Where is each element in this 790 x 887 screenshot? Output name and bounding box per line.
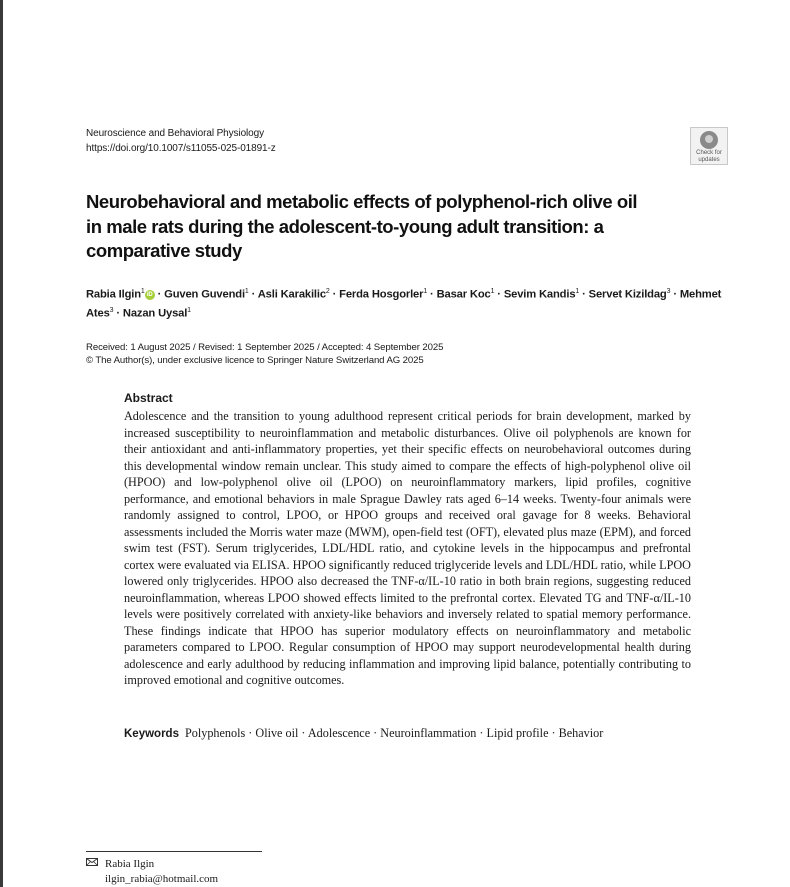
author-affiliation: 1 <box>575 288 580 295</box>
copyright-line: © The Author(s), under exclusive licence to Springer Nature Switzerland AG 2025 <box>86 355 424 366</box>
author-separator: · <box>427 288 437 301</box>
author-separator: · <box>579 288 589 301</box>
author-name[interactable]: Servet Kizildag <box>588 288 667 301</box>
author-affiliation: 1 <box>423 288 428 295</box>
author-name[interactable]: Nazan Uysal <box>122 307 188 320</box>
author-separator: · <box>113 307 123 320</box>
check-for-updates-badge[interactable] <box>690 127 728 165</box>
author-affiliation: 2 <box>325 288 330 295</box>
author-separator: · <box>248 288 258 301</box>
author-affiliation: 1 <box>187 306 191 314</box>
doi-link[interactable]: https://doi.org/10.1007/s11055-025-01891-z <box>86 143 276 154</box>
author-separator: · <box>670 288 680 301</box>
author-list <box>86 284 746 321</box>
author-separator: · <box>494 288 504 301</box>
author-affiliation: 3 <box>109 306 114 314</box>
keywords-line <box>124 725 603 742</box>
author-affiliation: 1 <box>490 288 495 295</box>
paper-title: Neurobehavioral and metabolic effects of polyphenol-rich olive oil in male rats during the adolescent-to-young adult transition: a comparative study <box>86 191 638 261</box>
orcid-icon[interactable]: iD <box>145 290 155 300</box>
corresponding-email[interactable]: ilgin_rabia@hotmail.com <box>105 872 219 885</box>
author-name[interactable]: Basar Koc <box>436 288 491 301</box>
keywords-list: Polyphenols · Olive oil · Adolescence · Neuroinflammation · Lipid profile · Behavior <box>184 726 604 740</box>
history-dates: Received: 1 August 2025 / Revised: 1 September 2025 / Accepted: 4 September 2025 <box>86 342 444 353</box>
abstract-heading: Abstract <box>124 391 173 405</box>
author-name[interactable]: Ferda Hosgorler <box>339 288 424 301</box>
author-name[interactable]: Mehmet Ates <box>86 288 722 320</box>
update-icon <box>700 131 718 149</box>
envelope-icon <box>86 858 98 866</box>
author-name[interactable]: Rabia Ilgin <box>86 288 141 301</box>
footnote-divider <box>86 851 262 852</box>
author-name[interactable]: Asli Karakilic <box>257 288 326 301</box>
author-name[interactable]: Sevim Kandis <box>503 288 576 301</box>
page-edge <box>0 0 3 887</box>
abstract-text: Adolescence and the transition to young adulthood represent critical periods for brain development, marked by increased susceptibility to neuroinflammation and metabolic disturbances. Olive oil polyphenols are known for their antioxidant and anti-inflammatory properties, yet their specific effects on neurobehavioral outcomes during this developmental window remain unclear. This study aimed to compare the effects of high-polyphenol olive oil (HPOO) and low-polyphenol olive oil (LPOO) on neuroinflammatory markers, lipid profiles, cognitive performance, and emotional behaviors in male Sprague Dawley rats aged 6–14 weeks. Twenty-four animals were randomly assigned to control, LPOO, or HPOO groups and received oral gavage for 8 weeks. Behavioral assessments included the Morris water maze (MWM), open-field test (OFT), elevated plus maze (EPM), and forced swim test (FST). Serum triglycerides, LDL/HDL ratio, and cytokine levels in the hippocampus and prefrontal cortex were evaluated via ELISA. HPOO significantly reduced triglyceride levels and LDL/HDL ratio, while LPOO lowered only triglycerides. HPOO also decreased the TNF-α/IL-10 ratio in both brain regions, suggesting reduced neuroinflammation, whereas LPOO showed effects limited to the prefrontal cortex. Elevated TG and TNF-α/IL-10 levels were positively correlated with anxiety-like behaviors and inversely related to spatial memory performance. These findings indicate that HPOO has superior modulatory effects on neuroinflammatory and metabolic parameters compared to LPOO. Regular consumption of HPOO may support neurodevelopmental health during adolescence and early adulthood by reducing inflammation and improving lipid balance, potentially contributing to improved emotional and cognitive outcomes. <box>124 409 691 687</box>
journal-name: Neuroscience and Behavioral Physiology <box>86 128 264 139</box>
keywords-label: Keywords <box>124 728 179 740</box>
journal-header <box>86 126 276 156</box>
badge-line2: updates <box>698 157 720 163</box>
author-affiliation: 1 <box>244 288 249 295</box>
badge-line1: Check for <box>696 150 722 156</box>
author-separator: · <box>154 288 165 301</box>
author-affiliation: 3 <box>666 288 671 295</box>
author-affiliation: 1 <box>140 288 145 295</box>
corresponding-author: Rabia Ilgin <box>105 858 155 870</box>
author-name[interactable]: Guven Guvendi <box>164 288 245 301</box>
article-dates <box>86 341 443 367</box>
author-separator: · <box>329 288 340 301</box>
correspondence <box>105 857 218 886</box>
